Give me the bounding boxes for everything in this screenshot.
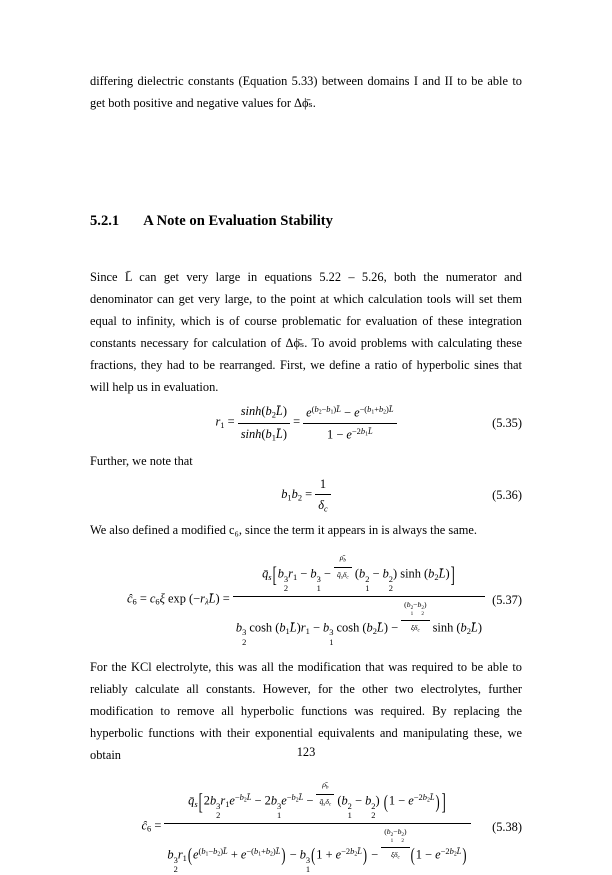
equation-5-38-math: ĉ6 = q̄s[2b 3 2 $r1e^{-b2L̄} - 2b$ 3 1 $e^{-b2L̄}$ − $\frac{\rhōb}{\text{q̄sδc}}$ (b 2 1 − b 2 2 ) $(1 - e^{-2b2L̄})$ ] b 3 2 $r1(e^{(b1-b2)L̄} + e^{-(b1+b2)L̄}) - b$ 3 1 $(1 + e^{-2b2L̄})$ − (b 2 1 −b 2 2 ) ξδc $(1 - e^{-2b2L̄})$: [142, 778, 471, 875]
paragraph-stability: Since L̄ can get very large in equations 5.22 – 5.26, both the numerator and denominator can get very large, to the point at which calculation tools will set them equal to infinity, which is of course problematic for evaluation of these integration constants necessary for calculation of Δϕ̄ₛ. To avoid problems with calculating these fractions, they had to be rearranged. First, we define a ratio of hyperbolic sines that will help us in evaluation.: [90, 270, 522, 395]
section-heading: [90, 212, 522, 230]
equation-5-38-number: (5.38): [492, 819, 522, 834]
page-footer: [0, 745, 612, 760]
equation-5-36: [90, 475, 522, 515]
equation-5-36-number: (5.36): [492, 488, 522, 503]
equation-5-37: [90, 551, 522, 648]
equation-5-37-math: ĉ6 = c6ξ exp (−rλL̄) = q̄s[b 3 2 r1 − b 3 1 − $\frac{\rhōb}{\text{q̄sδc}}$ (b 2 1 − b 2 2 ) sinh (b2L̄)] b 3 2 cosh (b1L̄)r1 − b 3 1 cosh (b2L̄) − (b 2 1 −b 2 2 ) ξδc sinh (b2L̄): [127, 551, 485, 648]
paragraph-modified-c6: We also defined a modified c₆, since the term it appears in is always the same.: [90, 523, 477, 538]
equation-5-36-math: b1b2 = $\frac{1}{\delta c}$: [281, 475, 331, 515]
paragraph-further: Further, we note that: [90, 453, 193, 468]
equation-5-35-number: (5.35): [492, 416, 522, 430]
equation-5-35: [90, 402, 522, 444]
equation-5-37-number: (5.37): [492, 592, 522, 607]
equation-5-35-math: r1 = $\frac{\sinh(b2L̄)}{\sinh(b1L̄)}$ = $\frac{e^{(b2-b1)L̄} - e^{-(b1+b2)L̄}}{1 - e^{-2b1L̄}}$: [215, 402, 396, 444]
paragraph-intro: differing dielectric constants (Equation 5.33) between domains I and II to be able to get both positive and negative values for Δϕ̄ₛ.: [90, 74, 522, 110]
page-number: 123: [296, 745, 316, 759]
equation-5-38: [90, 778, 522, 875]
section-title: A Note on Evaluation Stability: [143, 213, 333, 229]
section-number: 5.2.1: [90, 213, 120, 229]
paragraph-kcl: For the KCl electrolyte, this was all the modification that was required to be able to reliably calculate all constants. However, for the other two electrolytes, further modification to remove all hyperbolic functions was required. By replacing the hyperbolic functions with their exponential equivalents and manipulating these, we obtain: [90, 660, 522, 763]
